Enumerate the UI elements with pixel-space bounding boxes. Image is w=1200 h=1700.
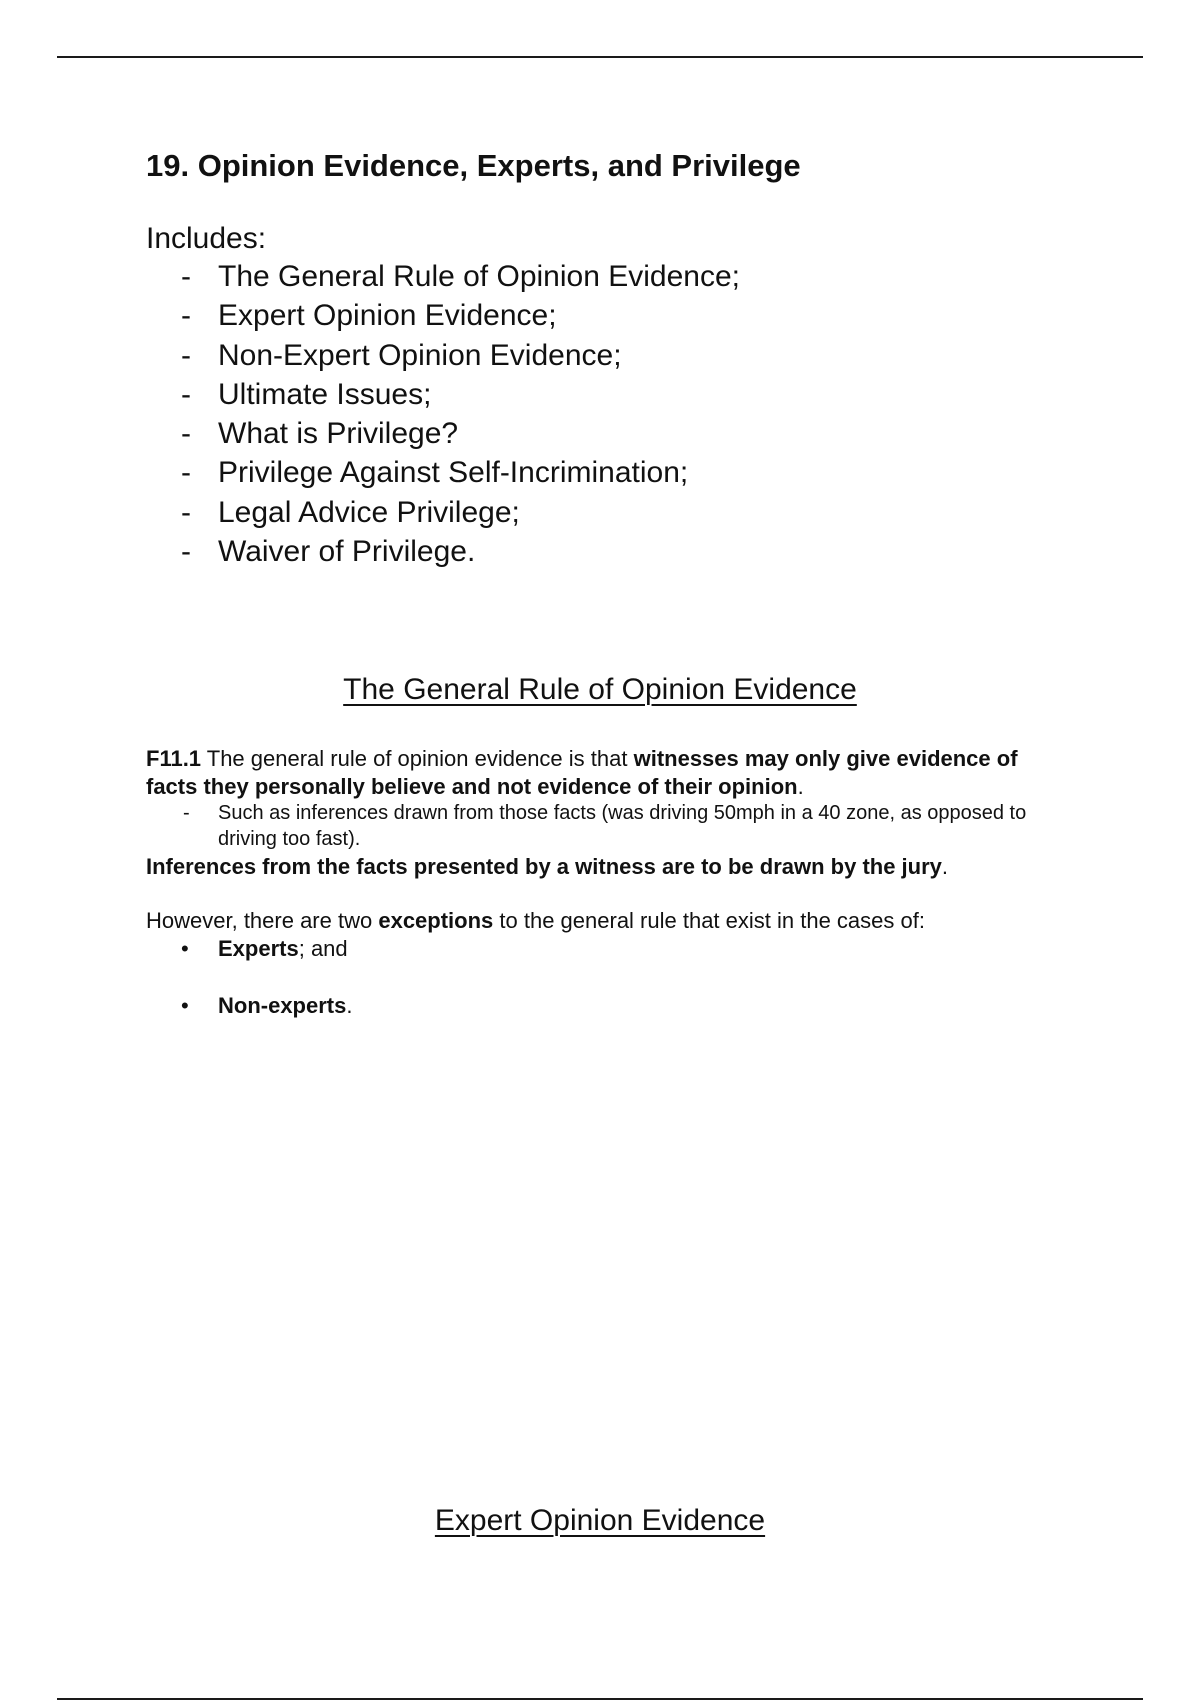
includes-item-text: What is Privilege? [218, 417, 459, 451]
section-heading-general-rule: The General Rule of Opinion Evidence [343, 673, 857, 706]
exceptions-text-start: However, there are two [146, 908, 379, 933]
inferences-bold-text: Inferences from the facts presented by a witness are to be drawn by the jury [146, 854, 942, 879]
dash-marker: - [181, 299, 191, 333]
includes-item-text: Legal Advice Privilege; [218, 495, 520, 529]
page-title: 19. Opinion Evidence, Experts, and Privilege [146, 148, 801, 183]
exception-text [218, 992, 352, 1020]
f11-bold-text: witnesses may only give evidence of facts they personally believe and not evidence of their opinion [146, 746, 1018, 799]
dash-marker: - [181, 377, 191, 411]
includes-item-text: Privilege Against Self-Incrimination; [218, 456, 689, 490]
includes-label: Includes: [146, 222, 267, 255]
f11-end: . [797, 774, 804, 799]
exception-rest: . [346, 993, 353, 1018]
inferences-paragraph [146, 853, 1046, 881]
sub-point-text: Such as inferences drawn from those facts (was driving 50mph in a 40 zone, as opposed to driving too fast). [218, 802, 1027, 850]
dash-marker: - [181, 495, 191, 529]
dash-marker: - [181, 417, 191, 451]
f11-label: F11.1 [146, 746, 202, 771]
dash-marker: - [181, 260, 191, 293]
exceptions-paragraph [146, 907, 1046, 935]
inferences-end: . [941, 854, 949, 879]
exceptions-bold-word: exceptions [378, 908, 494, 933]
exception-text [218, 935, 348, 963]
includes-item-text: Expert Opinion Evidence; [218, 299, 557, 333]
exception-bold: Non-experts [218, 993, 347, 1018]
exceptions-text-end: to the general rule that exist in the cases of: [493, 908, 925, 933]
exception-rest: ; and [298, 936, 348, 961]
bullet-icon: • [181, 993, 189, 1018]
f11-paragraph [146, 745, 1046, 801]
dash-marker: - [181, 535, 191, 569]
dash-marker: - [181, 456, 191, 490]
dash-marker: - [183, 802, 190, 824]
includes-item-text: Waiver of Privilege. [218, 535, 476, 569]
top-page-rule [57, 56, 1143, 58]
dash-marker: - [181, 338, 191, 372]
exception-bold: Experts [218, 936, 299, 961]
includes-item-text: The General Rule of Opinion Evidence; [218, 260, 740, 293]
f11-text: The general rule of opinion evidence is that [201, 746, 634, 771]
includes-item-text: Non-Expert Opinion Evidence; [218, 338, 622, 372]
section-heading-expert-opinion: Expert Opinion Evidence [434, 1504, 766, 1537]
bullet-icon: • [181, 936, 189, 961]
includes-item-text: Ultimate Issues; [218, 377, 432, 411]
